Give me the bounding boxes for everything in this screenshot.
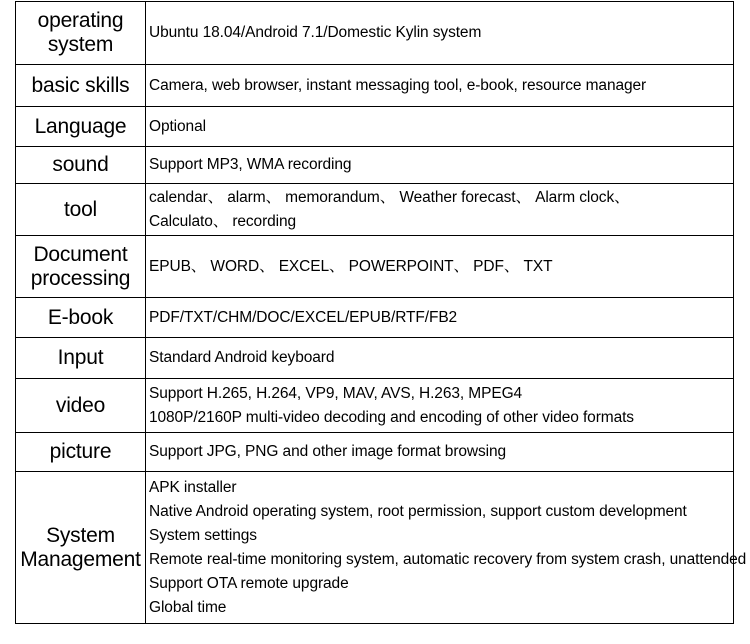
row-label: Document processing	[16, 236, 146, 298]
table-row-picture	[16, 433, 734, 472]
row-label: E-book	[16, 298, 146, 338]
row-value: Ubuntu 18.04/Android 7.1/Domestic Kylin system	[146, 2, 734, 65]
row-label: Language	[16, 107, 146, 147]
row-value: APK installer Native Android operating system, root permission, support custom development System settings Remote real-time monitoring system, automatic recovery from system crash, unattended Support OTA remote upgrade Global time	[146, 472, 734, 624]
row-label: sound	[16, 147, 146, 184]
row-label: basic skills	[16, 65, 146, 107]
spec-table	[15, 1, 747, 624]
row-value: Support MP3, WMA recording	[146, 147, 734, 184]
table-row-operating-system	[16, 2, 734, 65]
row-value: PDF/TXT/CHM/DOC/EXCEL/EPUB/RTF/FB2	[146, 298, 734, 338]
table-row-tool	[16, 184, 734, 236]
table-row-system-management	[16, 472, 734, 624]
row-label: System Management	[16, 472, 146, 624]
row-label: Input	[16, 338, 146, 379]
table-row-basic-skills	[16, 65, 734, 107]
row-value: EPUB、 WORD、 EXCEL、 POWERPOINT、 PDF、 TXT	[146, 236, 734, 298]
table-row-e-book	[16, 298, 734, 338]
row-value: Camera, web browser, instant messaging tool, e-book, resource manager	[146, 65, 734, 107]
table-row-video	[16, 379, 734, 433]
row-label: picture	[16, 433, 146, 472]
row-label: operating system	[16, 2, 146, 65]
row-value: Standard Android keyboard	[146, 338, 734, 379]
row-value: Support H.265, H.264, VP9, MAV, AVS, H.263, MPEG4 1080P/2160P multi-video decoding and encoding of other video formats	[146, 379, 734, 433]
row-value: Optional	[146, 107, 734, 147]
row-label: tool	[16, 184, 146, 236]
table-row-sound	[16, 147, 734, 184]
row-value: Support JPG, PNG and other image format browsing	[146, 433, 734, 472]
row-label: video	[16, 379, 146, 433]
table-row-input	[16, 338, 734, 379]
table-row-language	[16, 107, 734, 147]
row-value: calendar、 alarm、 memorandum、 Weather forecast、 Alarm clock、 Calculato、 recording	[146, 184, 734, 236]
table-row-document-processing	[16, 236, 734, 298]
